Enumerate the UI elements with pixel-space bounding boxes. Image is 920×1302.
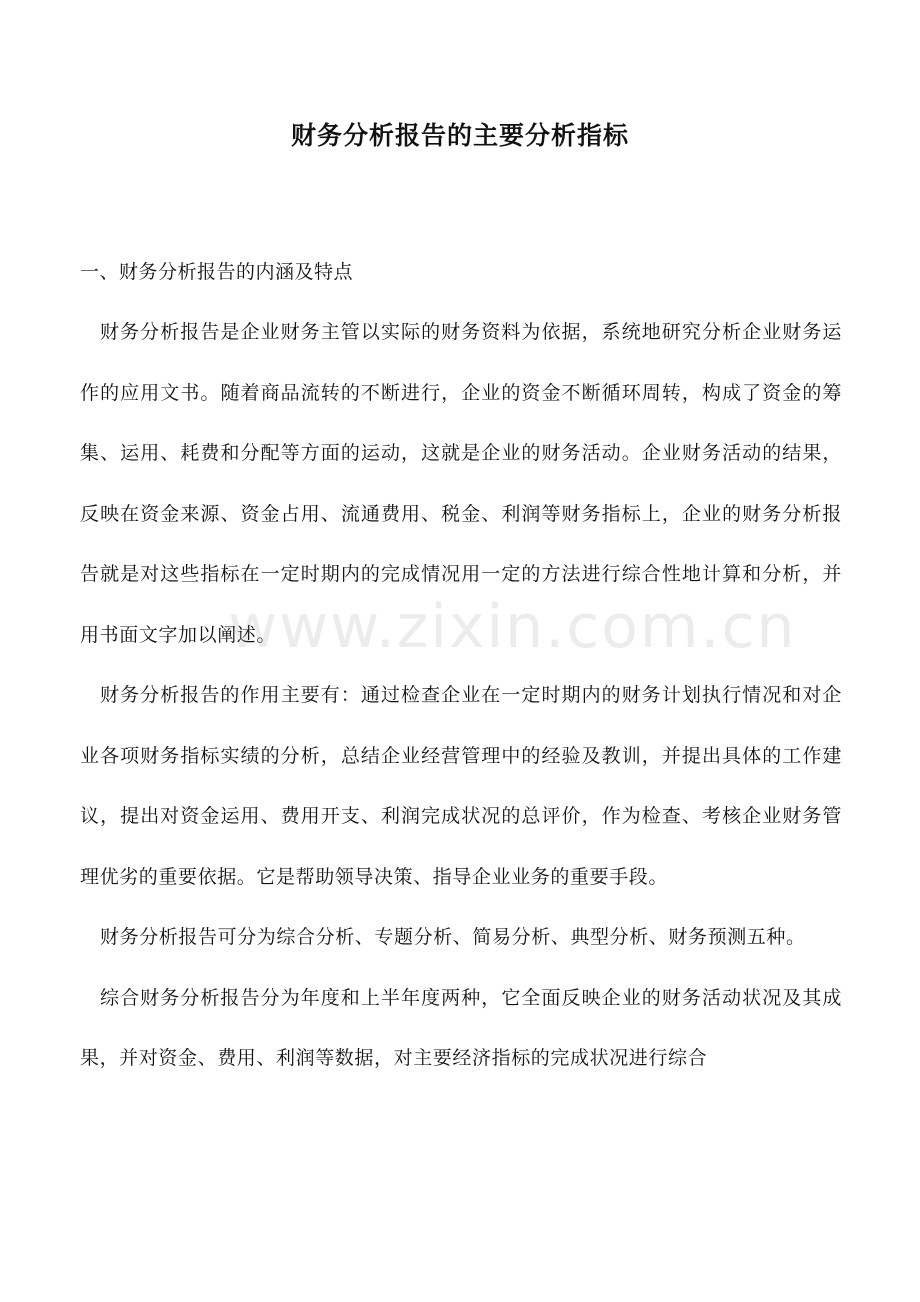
paragraph-definition: 财务分析报告是企业财务主管以实际的财务资料为依据，系统地研究分析企业财务运作的应用文书。随着商品流转的不断进行，企业的资金不断循环周转，构成了资金的筹集、运用、耗费和分配等方面的运动，这就是企业的财务活动。企业财务活动的结果，反映在资金来源、资金占用、流通费用、税金、利润等财务指标上，企业的财务分析报告就是对这些指标在一定时期内的完成情况用一定的方法进行综合性地计算和分析，并用书面文字加以阐述。: [80, 321, 842, 646]
paragraph-purpose: 财务分析报告的作用主要有：通过检查企业在一定时期内的财务计划执行情况和对企业各项财务指标实绩的分析，总结企业经营管理中的经验及教训，并提出具体的工作建议，提出对资金运用、费用开支、利润完成状况的总评价，作为检查、考核企业财务管理优劣的重要依据。它是帮助领导决策、指导企业业务的重要手段。: [80, 684, 842, 888]
document-title: 财务分析报告的主要分析指标: [290, 121, 629, 150]
document-body: [80, 254, 842, 1089]
paragraph-comprehensive: 综合财务分析报告分为年度和上半年度两种，它全面反映企业的财务活动状况及其成果，并对资金、费用、利润等数据，对主要经济指标的完成状况进行综合: [80, 986, 842, 1069]
paragraph-types: 财务分析报告可分为综合分析、专题分析、简易分析、典型分析、财务预测五种。: [100, 926, 806, 948]
watermark-text: www.zixin.com.cn: [228, 592, 797, 662]
section-heading: 一、财务分析报告的内涵及特点: [80, 261, 354, 283]
